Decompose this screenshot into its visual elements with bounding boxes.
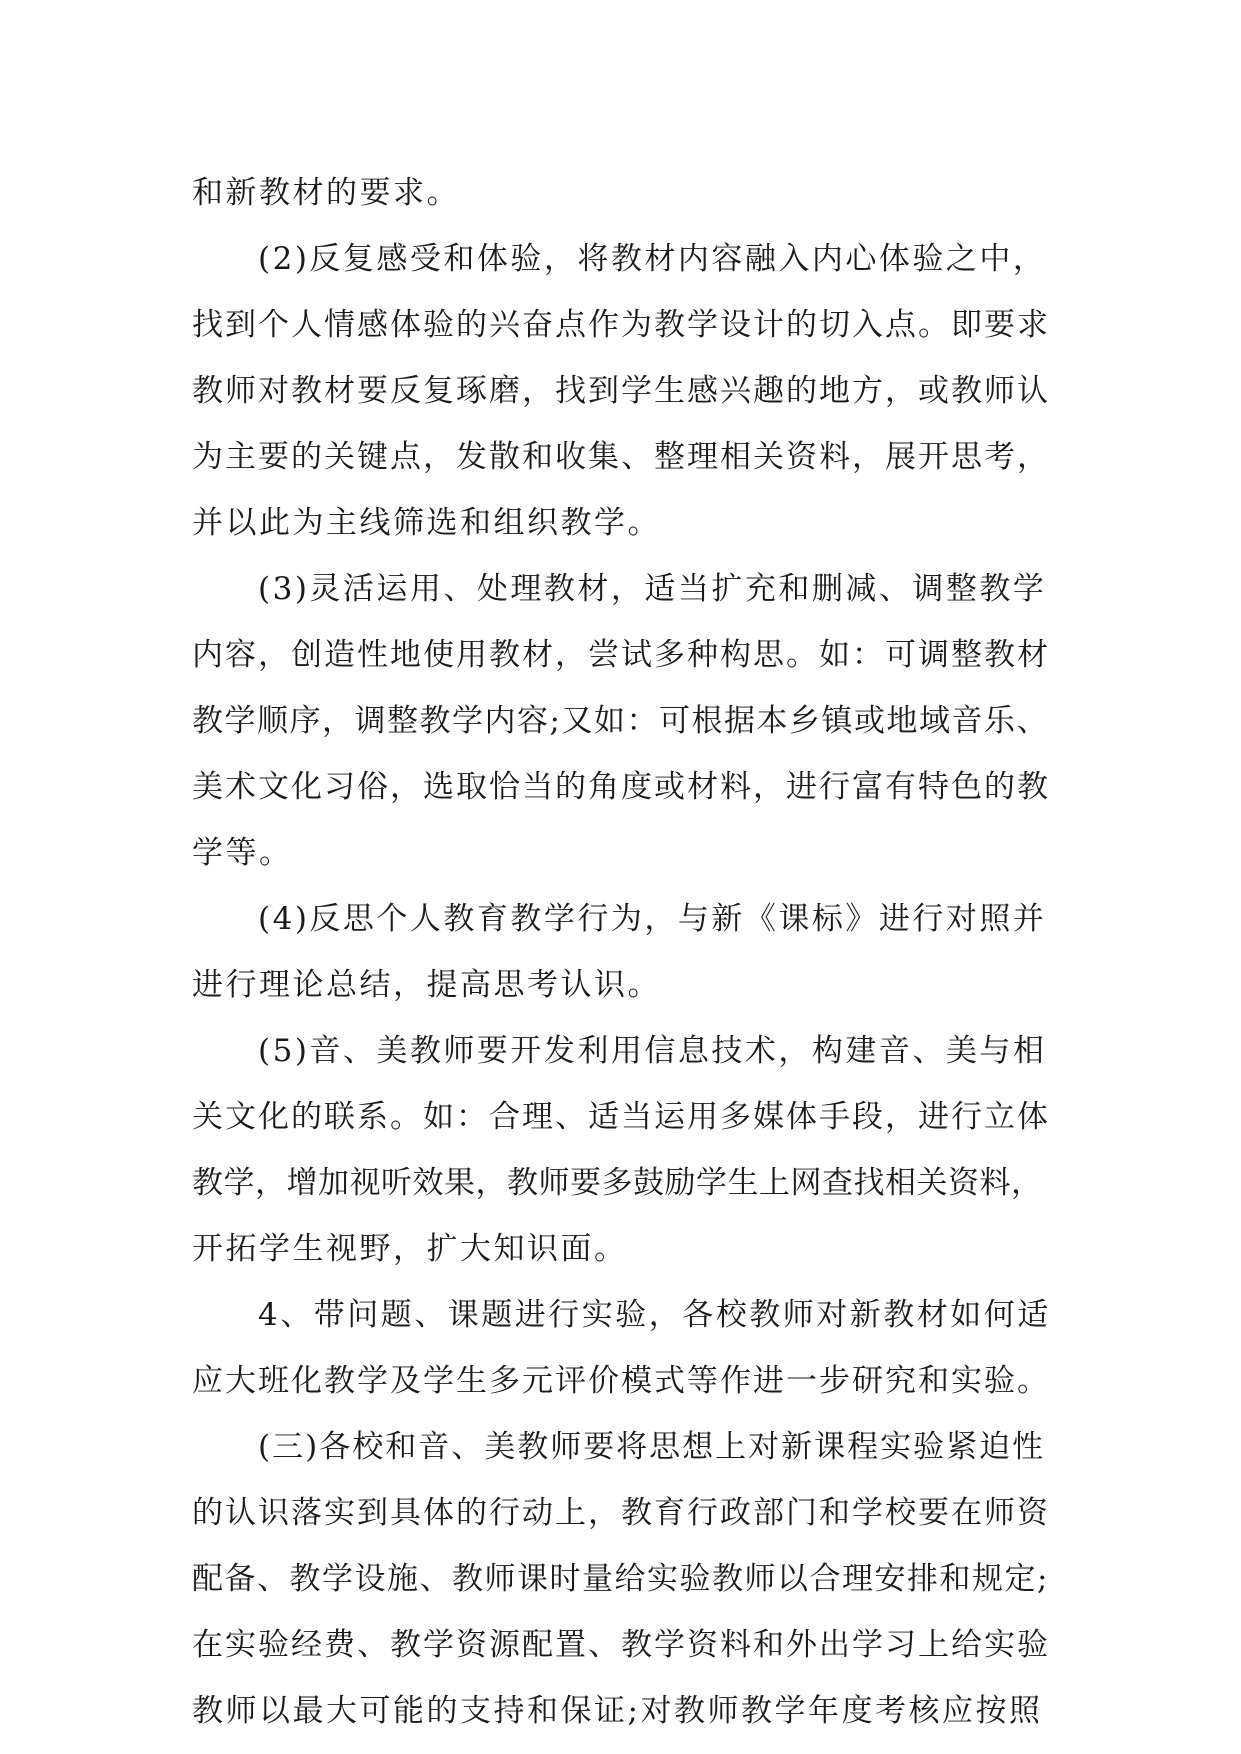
paragraph-start-line: (4)反思个人教育教学行为，与新《课标》进行对照并 [258,901,1047,937]
paragraph-start-line: (三)各校和音、美教师要将思想上对新课程实验紧迫性 [258,1429,1046,1465]
text-line: 并以此为主线筛选和组织教学。 [192,505,661,541]
document-page [192,160,1052,1744]
text-line: 关文化的联系。如：合理、适当运用多媒体手段，进行立体 [192,1099,1050,1135]
text-line: 的认识落实到具体的行动上，教育行政部门和学校要在师资 [192,1495,1050,1531]
text-line: 教学，增加视听效果，教师要多鼓励学生上网查找相关资料， [192,1165,1043,1201]
text-line: 内容，创造性地使用教材，尝试多种构思。如：可调整教材 [192,637,1050,673]
text-line: 在实验经费、教学资源配置、教学资料和外出学习上给实验 [192,1627,1050,1663]
text-line: 教师对教材要反复琢磨，找到学生感兴趣的地方，或教师认 [192,373,1050,409]
text-line: 教学顺序，调整教学内容;又如：可根据本乡镇或地域音乐、 [192,703,1049,739]
text-line: 配备、教学设施、教师课时量给实验教师以合理安排和规定; [192,1561,1049,1597]
text-line: 和新教材的要求。 [192,175,460,211]
text-line: 美术文化习俗，选取恰当的角度或材料，进行富有特色的教 [192,769,1050,805]
paragraph-start-line: (3)灵活运用、处理教材，适当扩充和删减、调整教学 [258,571,1047,607]
text-line: 进行理论总结，提高思考认识。 [192,967,661,1003]
text-line: 开拓学生视野，扩大知识面。 [192,1231,628,1267]
text-line: 应大班化教学及学生多元评价模式等作进一步研究和实验。 [192,1363,1050,1399]
text-line: 教师以最大可能的支持和保证;对教师教学年度考核应按照 [192,1693,1043,1729]
paragraph-start-line: (5)音、美教师要开发利用信息技术，构建音、美与相 [258,1033,1047,1069]
text-line: 找到个人情感体验的兴奋点作为教学设计的切入点。即要求 [192,307,1050,343]
text-line: 学等。 [192,835,293,871]
text-line: 为主要的关键点，发散和收集、整理相关资料，展开思考， [192,439,1050,475]
paragraph-start-line: (2)反复感受和体验，将教材内容融入内心体验之中， [258,241,1047,277]
paragraph-start-line: 4、带问题、课题进行实验，各校教师对新教材如何适 [258,1297,1051,1333]
